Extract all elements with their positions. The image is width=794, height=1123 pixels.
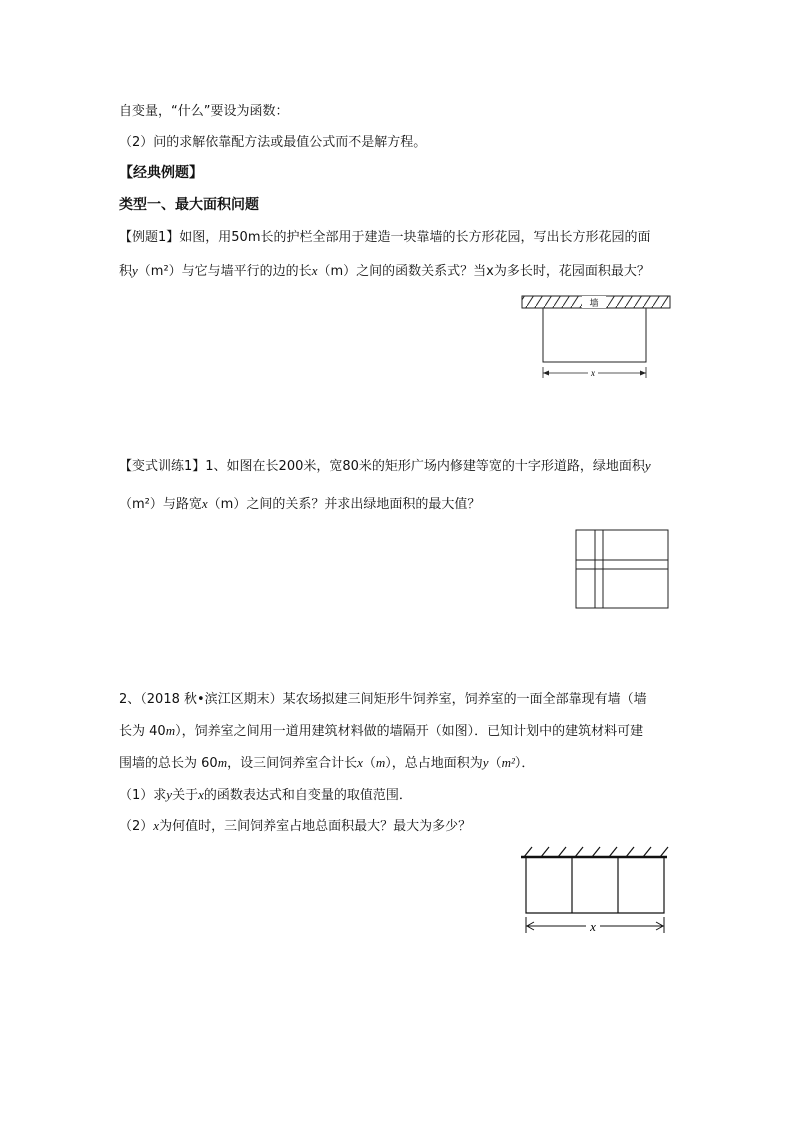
- problem2-line-3: 围墙的总长为 60m，设三间饲养室合计长x（m），总占地面积为y（m²）．: [119, 755, 535, 771]
- var-x: x: [357, 755, 363, 770]
- example1-line-1: 【例题1】如图，用50m长的护栏全部用于建造一块靠墙的长方形花园，写出长方形花园的面: [119, 230, 651, 245]
- section-title: 【经典例题】: [119, 165, 203, 181]
- wall-hatch-marks: [524, 847, 668, 857]
- var-x: x: [311, 263, 318, 278]
- intro-line-2: （2）问的求解依靠配方法或最值公式而不是解方程。: [119, 135, 427, 150]
- unit-m: m: [375, 755, 386, 770]
- unit-m: m: [217, 755, 228, 770]
- pens-outline: [526, 857, 664, 913]
- x-label: x: [590, 919, 596, 934]
- var-y: y: [166, 787, 173, 802]
- var-x: x: [153, 818, 160, 833]
- var-x: x: [201, 496, 208, 511]
- var-y: y: [132, 263, 138, 278]
- variant1-line-1: 【变式训练1】1、如图在长200米，宽80米的矩形广场内修建等宽的十字形道路，绿地面积y: [119, 458, 651, 474]
- problem2-line-2: 长为 40m），饲养室之间用一道用建筑材料做的墙隔开（如图）．已知计划中的建筑材料可建: [119, 723, 644, 739]
- problem2-question-2: （2）x为何值时，三间饲养室占地总面积最大？最大为多少？: [119, 818, 472, 834]
- example1-line-2: 积y（m²）与它与墙平行的边的长x（m）之间的函数关系式？当x为多长时，花园面积最大？: [119, 263, 650, 279]
- garden-outline: [543, 308, 646, 362]
- problem2-question-1: （1）求y关于x的函数表达式和自变量的取值范围．: [119, 787, 412, 803]
- variant1-line-2: （m²）与路宽x（m）之间的关系？并求出绿地面积的最大值？: [119, 496, 481, 512]
- square-road-figure: [575, 529, 670, 610]
- unit-m: m: [165, 723, 176, 738]
- problem2-line-1: 2、（2018 秋•滨江区期末）某农场拟建三间矩形牛饲养室，饲养室的一面全部靠现有墙（墙: [119, 692, 647, 707]
- var-y: y: [482, 755, 489, 770]
- intro-line-1: 自变量，“什么”要设为函数：: [119, 104, 289, 119]
- pens-figure: [518, 843, 670, 938]
- type-title: 类型一、最大面积问题: [119, 197, 259, 213]
- garden-figure: [518, 292, 674, 382]
- wall-label: 墙: [589, 298, 599, 308]
- unit-m2: m²: [501, 755, 515, 770]
- var-x: x: [198, 787, 204, 802]
- var-y: y: [644, 458, 651, 473]
- x-label: x: [591, 368, 595, 378]
